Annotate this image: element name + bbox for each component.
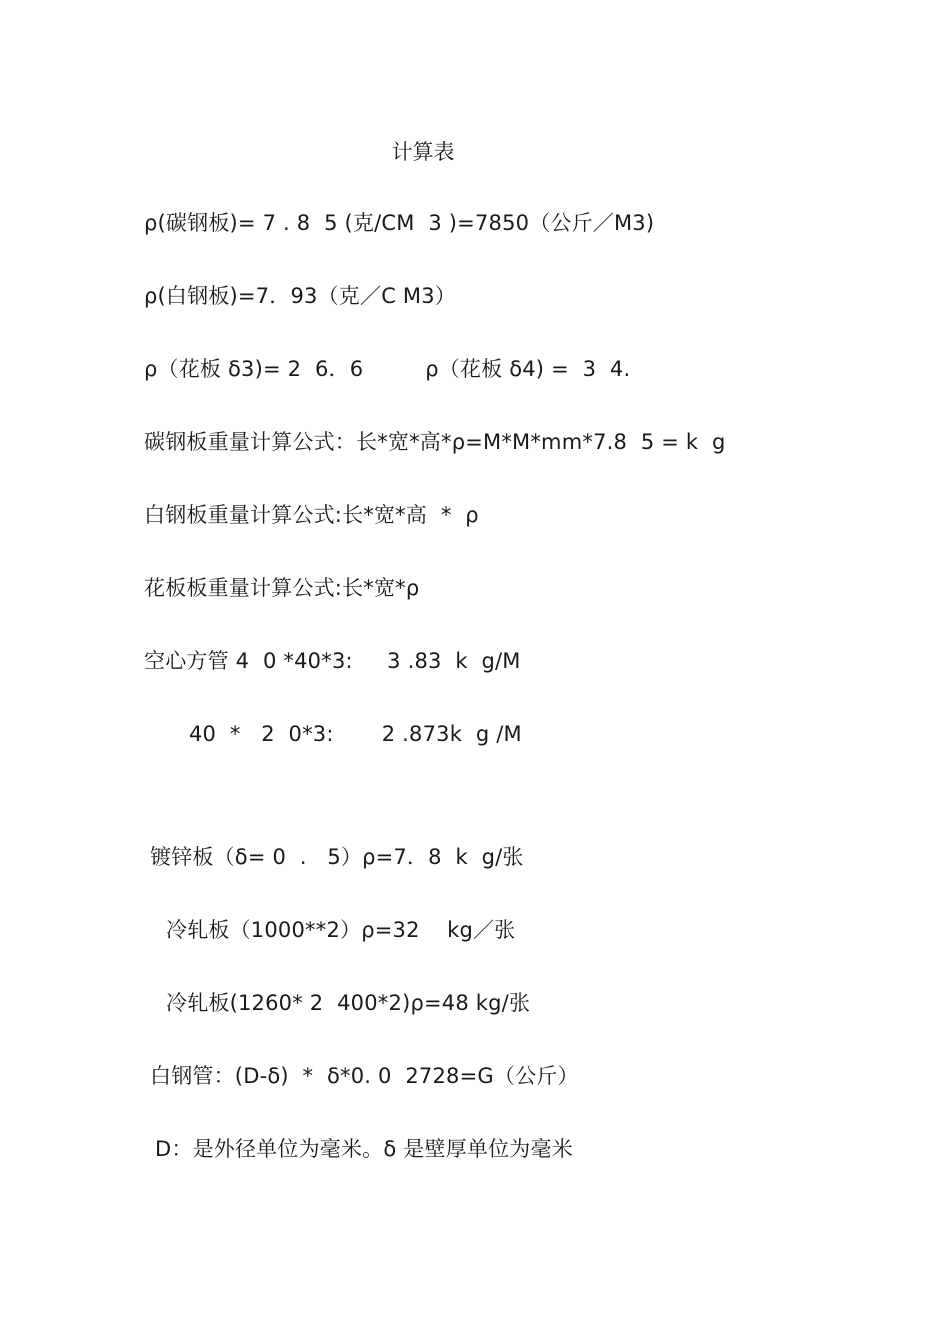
white-steel-formula-line: 白钢板重量计算公式:长*宽*高 * ρ: [144, 503, 479, 527]
pattern-plate-density-line: ρ（花板 δ3)= 2 6．6 ρ（花板 δ4) = 3 4.: [144, 357, 631, 381]
cold-rolled-plate-line-2: 冷轧板(1260* 2 400*2)ρ=48 kg/张: [166, 991, 531, 1015]
carbon-steel-density-line: ρ(碳钢板)= 7 . 8 5 (克/CM 3 )=7850（公斤／M3): [144, 211, 655, 235]
white-steel-density-line: ρ(白钢板)=7．93（克／C M3）: [144, 284, 457, 308]
hollow-rect-tube-line: 40 * 2 0*3: 2 .873k g /M: [189, 722, 522, 746]
pattern-plate-formula-line: 花板板重量计算公式:长*宽*ρ: [144, 576, 420, 600]
definition-note-line: D：是外径单位为毫米。δ 是壁厚单位为毫米: [155, 1137, 573, 1161]
hollow-square-tube-line: 空心方管 4 0 *40*3: 3 .83 k g/M: [144, 649, 521, 673]
carbon-steel-formula-line: 碳钢板重量计算公式：长*宽*高*ρ=M*M*mm*7.8 5 = k g: [144, 430, 726, 454]
white-steel-pipe-formula-line: 白钢管：(D-δ) * δ*0. 0 2728=G（公斤）: [150, 1064, 579, 1088]
cold-rolled-plate-line-1: 冷轧板（1000**2）ρ=32 kg／张: [166, 918, 516, 942]
galvanized-plate-line: 镀锌板（δ= 0 . 5）ρ=7．8 k g/张: [150, 845, 524, 869]
document-title: 计算表: [391, 140, 455, 164]
